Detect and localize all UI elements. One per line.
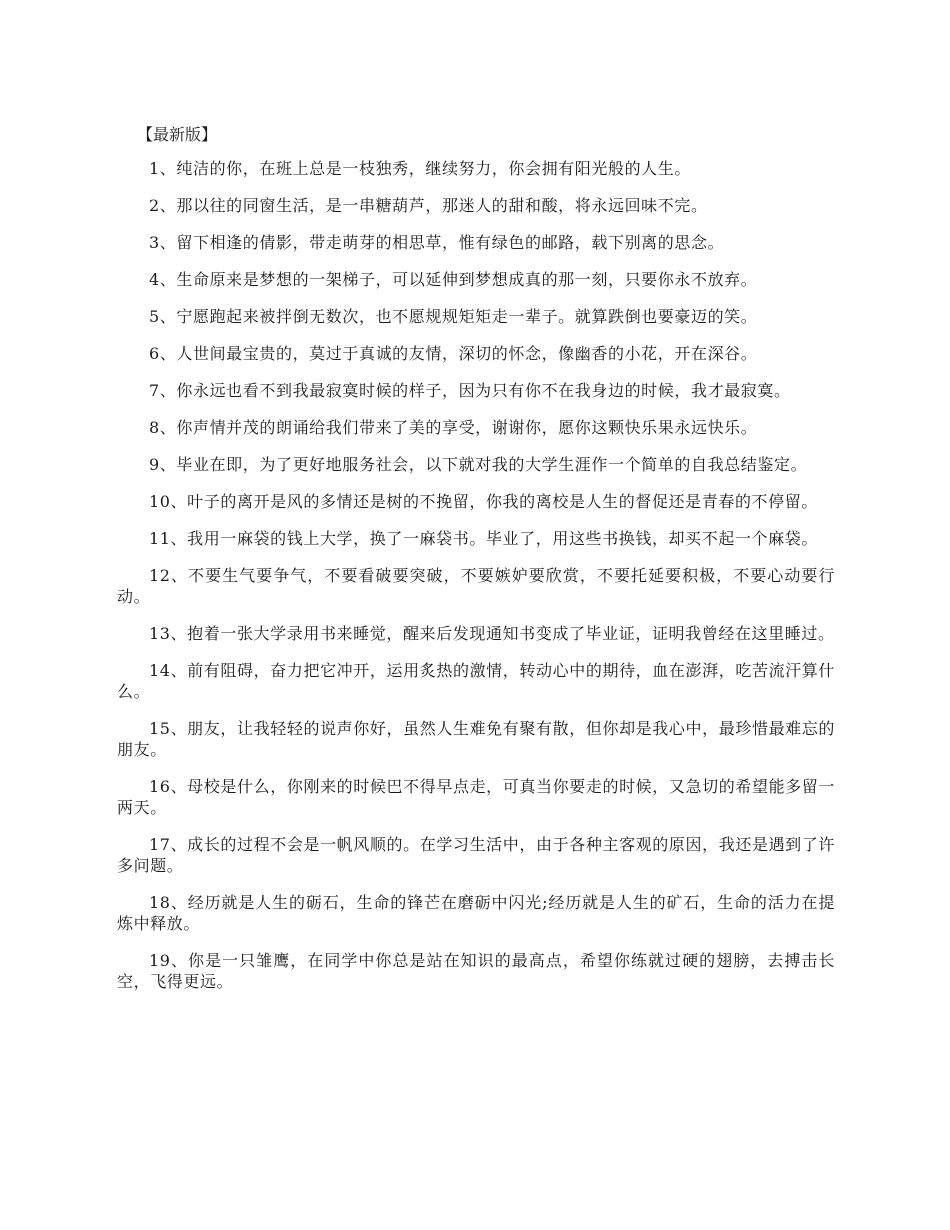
document-page [117, 122, 835, 1008]
paragraph-6: 6、人世间最宝贵的，莫过于真诚的友情，深切的怀念，像幽香的小花，开在深谷。 [149, 344, 758, 363]
paragraph-11: 11、我用一麻袋的钱上大学，换了一麻袋书。毕业了，用这些书换钱，却买不起一个麻袋。 [149, 529, 818, 548]
paragraph-18: 18、经历就是人生的砺石，生命的锋芒在磨砺中闪光;经历就是人生的矿石，生命的活力在提炼中释放。 [117, 893, 835, 933]
paragraph-4: 4、生命原来是梦想的一架梯子，可以延伸到梦想成真的那一刻，只要你永不放弃。 [149, 270, 758, 289]
paragraph-5: 5、宁愿跑起来被拌倒无数次，也不愿规规矩矩走一辈子。就算跌倒也要豪迈的笑。 [149, 307, 758, 326]
paragraph-17: 17、成长的过程不会是一帆风顺的。在学习生活中，由于各种主客观的原因，我还是遇到了许多问题。 [117, 835, 835, 875]
paragraph-19: 19、你是一只雏鹰，在同学中你总是站在知识的最高点，希望你练就过硬的翅膀，去搏击长空，飞得更远。 [117, 951, 835, 991]
paragraph-9: 9、毕业在即，为了更好地服务社会，以下就对我的大学生涯作一个简单的自我总结鉴定。 [149, 455, 808, 474]
paragraph-2: 2、那以往的同窗生活，是一串糖葫芦，那迷人的甜和酸，将永远回味不完。 [149, 196, 708, 215]
paragraph-12: 12、不要生气要争气，不要看破要突破，不要嫉妒要欣赏，不要托延要积极，不要心动要行动。 [117, 566, 835, 606]
paragraph-10: 10、叶子的离开是风的多情还是树的不挽留，你我的离校是人生的督促还是青春的不停留。 [149, 492, 818, 511]
paragraph-13: 13、抱着一张大学录用书来睡觉，醒来后发现通知书变成了毕业证，证明我曾经在这里睡过。 [149, 624, 835, 643]
paragraph-16: 16、母校是什么，你刚来的时候巴不得早点走，可真当你要走的时候，又急切的希望能多留一两天。 [117, 777, 835, 817]
paragraph-1: 1、纯洁的你，在班上总是一枝独秀，继续努力，你会拥有阳光般的人生。 [149, 159, 691, 178]
paragraph-8: 8、你声情并茂的朗诵给我们带来了美的享受，谢谢你，愿你这颗快乐果永远快乐。 [149, 418, 758, 437]
document-heading: 【最新版】 [137, 125, 218, 144]
paragraph-7: 7、你永远也看不到我最寂寞时候的样子，因为只有你不在我身边的时候，我才最寂寞。 [149, 381, 791, 400]
paragraph-3: 3、留下相逢的倩影，带走萌芽的相思草，惟有绿色的邮路，载下别离的思念。 [149, 233, 725, 252]
paragraph-15: 15、朋友，让我轻轻的说声你好，虽然人生难免有聚有散，但你却是我心中，最珍惜最难忘的朋友。 [117, 719, 835, 759]
paragraph-14: 14、前有阻碍，奋力把它冲开，运用炙热的激情，转动心中的期待，血在澎湃，吃苦流汗算什么。 [117, 661, 835, 701]
